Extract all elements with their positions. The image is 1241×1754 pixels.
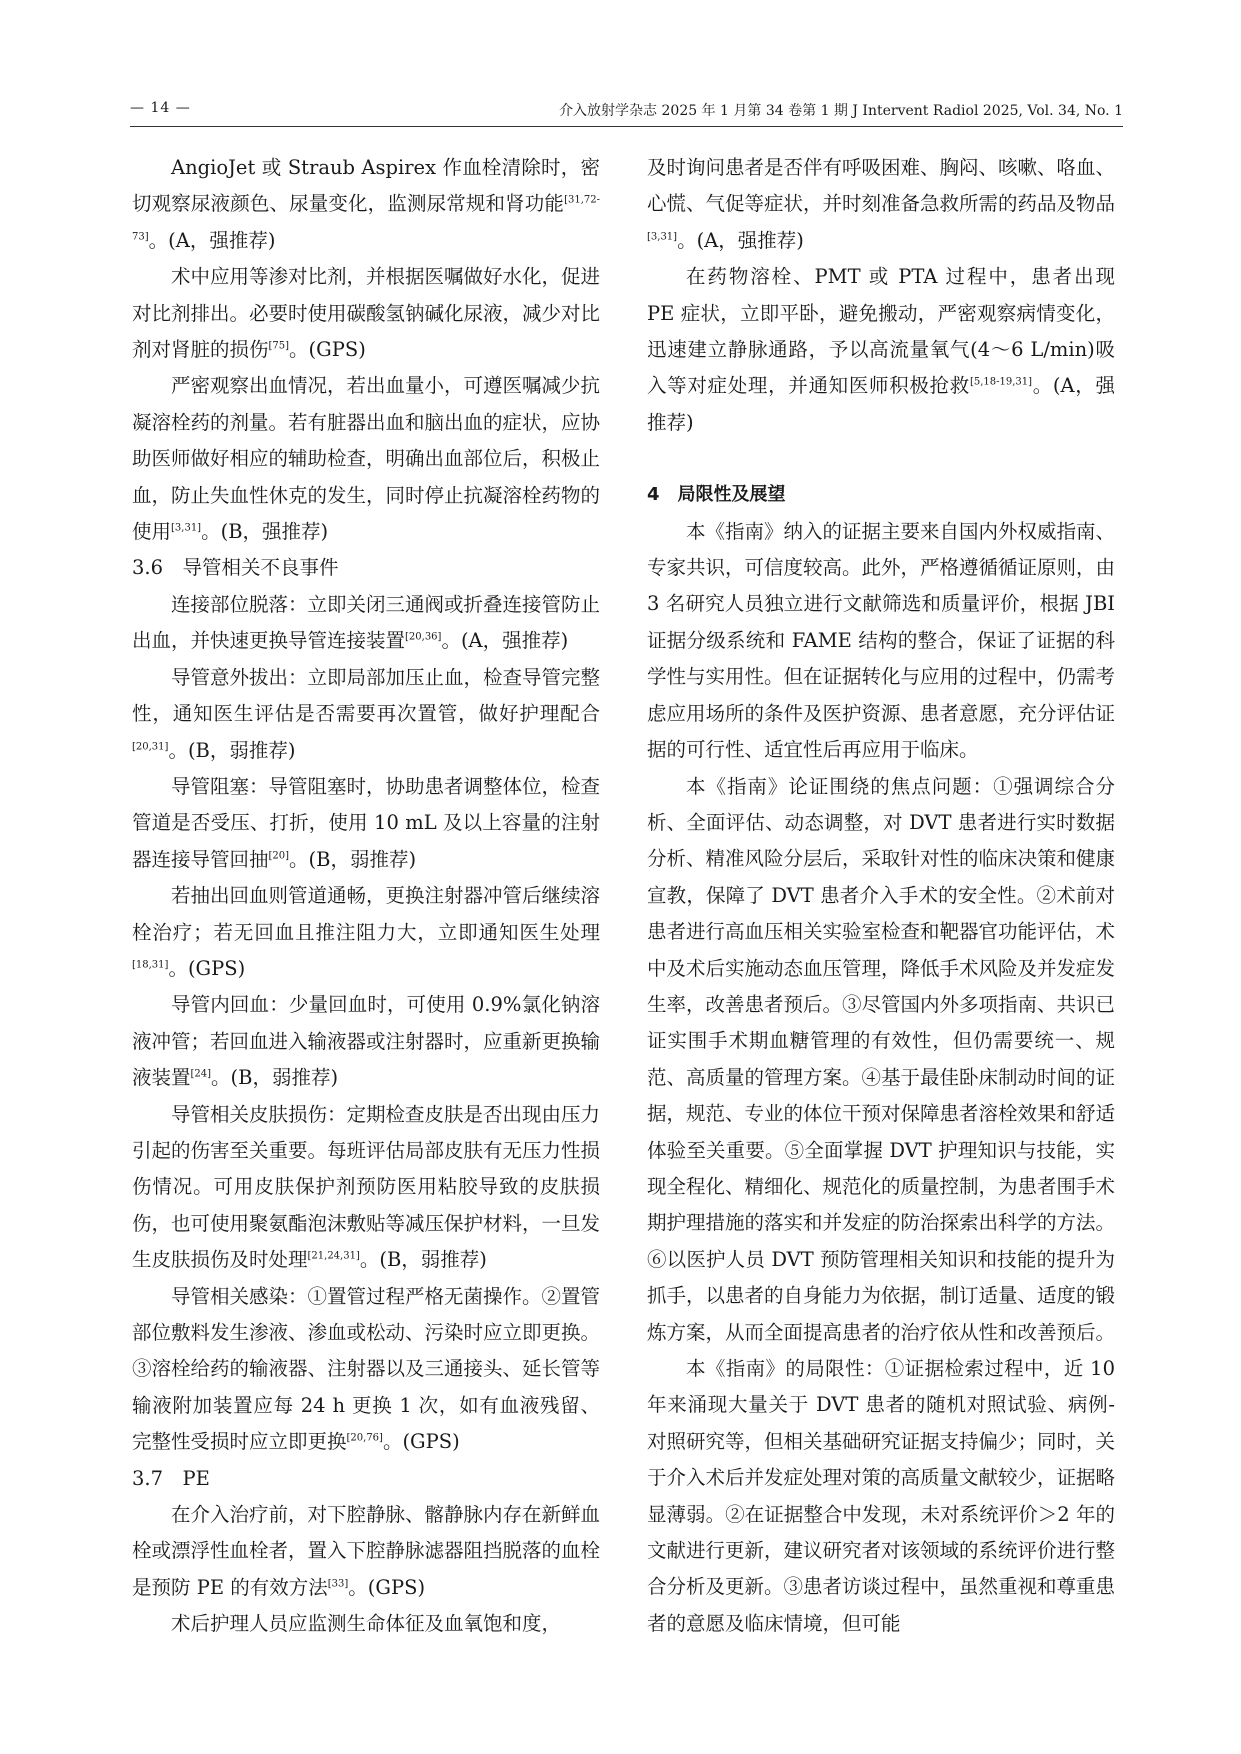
- paragraph: 本《指南》论证围绕的焦点问题：①强调综合分析、全面评估、动态调整，对 DVT 患者进行实时数据分析、精准风险分层后，采取针对性的临床决策和健康宣教，保障了 DVT 患者介入手术的安全性。②术前对患者进行高血压相关实验室检查和靶器官功能评估，术中及术后实施动态血压管理，降低手术风险及并发症发生率，改善患者预后。③尽管国内外多项指南、共识已证实围手术期血糖管理的有效性，但仍需要统一、规范、高质量的管理方案。④基于最佳卧床制动时间的证据，规范、专业的体位干预对保障患者溶栓效果和舒适体验至关重要。⑤全面掌握 DVT 护理知识与技能，实现全程化、精细化、规范化的质量控制，为患者围手术期护理措施的落实和并发症的防治探索出科学的方法。⑥以医护人员 DVT 预防管理相关知识和技能的提升为抓手，以患者的自身能力为依据，制订适量、适度的锻炼方案，从而全面提高患者的治疗依从性和改善预后。: [647, 774, 1116, 1344]
- citation: [20,36]: [405, 631, 442, 643]
- page-number: — 14 —: [130, 100, 191, 116]
- section-spacer: [647, 441, 1115, 477]
- paragraph: 导管相关皮肤损伤：定期检查皮肤是否出现由压力引起的伤害至关重要。每班评估局部皮肤有无压力性损伤情况。可用皮肤保护剂预防医用粘胶导致的皮肤损伤，也可使用聚氨酯泡沫敷贴等减压保护材料，一旦发生皮肤损伤及时处理[21,24,31]。(B，弱推荐): [132, 1102, 601, 1272]
- citation: [20]: [268, 850, 290, 862]
- paragraph: 导管阻塞：导管阻塞时，协助患者调整体位，检查管道是否受压、打折，使用 10 mL 及以上容量的注射器连接导管回抽[20]。(B，弱推荐): [132, 774, 601, 871]
- citation: [5,18-19,31]: [969, 376, 1033, 388]
- citation: [33]: [327, 1578, 349, 1590]
- paragraph-continued: 及时询问患者是否伴有呼吸困难、胸闷、咳嗽、咯血、心慌、气促等症状，并时刻准备急救所需的药品及物品[3,31]。(A，强推荐): [647, 156, 1116, 252]
- paragraph: 本《指南》纳入的证据主要来自国内外权威指南、专家共识，可信度较高。此外，严格遵循循证原则，由 3 名研究人员独立进行文献筛选和质量评价，根据 JBI 证据分级系统和 FAME 结构的整合，保证了证据的科学性与实用性。但在证据转化与应用的过程中，仍需考虑应用场所的条件及医护资源、患者意愿，充分评估证据的可行性、适宜性后再应用于临床。: [647, 519, 1116, 762]
- paragraph: 术中应用等渗对比剂，并根据医嘱做好水化，促进对比剂排出。必要时使用碳酸氢钠碱化尿液，减少对比剂对肾脏的损伤[75]。(GPS): [132, 265, 601, 362]
- citation: [18,31]: [132, 959, 169, 971]
- paragraph: 导管意外拔出：立即局部加压止血，检查导管完整性，通知医生评估是否需要再次置管，做好护理配合[20,31]。(B，弱推荐): [132, 665, 601, 762]
- right-column: [647, 150, 1115, 1642]
- page-header: [130, 96, 1123, 127]
- running-title: 介入放射学杂志 2025 年 1 月第 34 卷第 1 期 J Intervent Radiol 2025, Vol. 34, No. 1: [559, 103, 1123, 119]
- subsection-heading: 3.7 PE: [132, 1466, 210, 1490]
- paragraph: 连接部位脱落：立即关闭三通阀或折叠连接管防止出血，并快速更换导管连接装置[20,36]。(A，强推荐): [132, 592, 601, 653]
- citation: [20,76]: [346, 1432, 383, 1444]
- paragraph: 本《指南》的局限性：①证据检索过程中，近 10 年来涌现大量关于 DVT 患者的随机对照试验、病例-对照研究等，但相关基础研究证据支持偏少；同时，关于介入术后并发症处理对策的高质量文献较少，证据略显薄弱。②在证据整合中发现，未对系统评价＞2 年的文献进行更新，建议研究者对该领域的系统评价进行整合分析及更新。③患者访谈过程中，虽然重视和尊重患者的意愿及临床情境，但可能: [647, 1357, 1116, 1635]
- paragraph: AngioJet 或 Straub Aspirex 作血栓清除时，密切观察尿液颜色、尿量变化，监测尿常规和肾功能[31,72-73]。(A，强推荐): [132, 156, 600, 252]
- citation: [75]: [268, 340, 290, 352]
- citation: [24]: [190, 1068, 212, 1080]
- subsection-heading: 3.6 导管相关不良事件: [132, 556, 339, 580]
- citation: [3,31]: [171, 522, 202, 534]
- paragraph: 在药物溶栓、PMT 或 PTA 过程中，患者出现 PE 症状，立即平卧，避免搬动，严密观察病情变化，迅速建立静脉通路，予以高流量氧气(4～6 L/min)吸入等对症处理，并通知医师积极抢救[5,18-19,31]。(A，强推荐): [647, 265, 1115, 434]
- paragraph: 导管相关感染：①置管过程严格无菌操作。②置管部位敷料发生渗液、渗血或松动、污染时应立即更换。③溶栓给药的输液器、注射器以及三通接头、延长管等输液附加装置应每 24 h 更换 1 次，如有血液残留、完整性受损时应立即更换[20,76]。(GPS): [132, 1284, 601, 1454]
- paragraph: 若抽出回血则管道通畅，更换注射器冲管后继续溶栓治疗；若无回血且推注阻力大，立即通知医生处理[18,31]。(GPS): [132, 884, 601, 980]
- section-heading: 4 局限性及展望: [647, 484, 786, 506]
- citation: [21,24,31]: [307, 1250, 360, 1262]
- citation: [31,72-73]: [132, 194, 600, 243]
- paragraph: 术后护理人员应监测生命体征及血氧饱和度，: [171, 1612, 562, 1636]
- citation: [20,31]: [132, 741, 169, 752]
- citation: [3,31]: [647, 231, 678, 243]
- paragraph: 严密观察出血情况，若出血量小，可遵医嘱减少抗凝溶栓药的剂量。若有脏器出血和脑出血的症状，应协助医师做好相应的辅助检查，明确出血部位后，积极止血，防止失血性休克的发生，同时停止抗凝溶栓药物的使用[3,31]。(B，强推荐): [132, 374, 601, 544]
- paragraph: 在介入治疗前，对下腔静脉、髂静脉内存在新鲜血栓或漂浮性血栓者，置入下腔静脉滤器阻挡脱落的血栓是预防 PE 的有效方法[33]。(GPS): [132, 1503, 601, 1599]
- paragraph: 导管内回血：少量回血时，可使用 0.9%氯化钠溶液冲管；若回血进入输液器或注射器时，应重新更换输液装置[24]。(B，弱推荐): [132, 993, 601, 1090]
- left-column: [132, 150, 600, 1643]
